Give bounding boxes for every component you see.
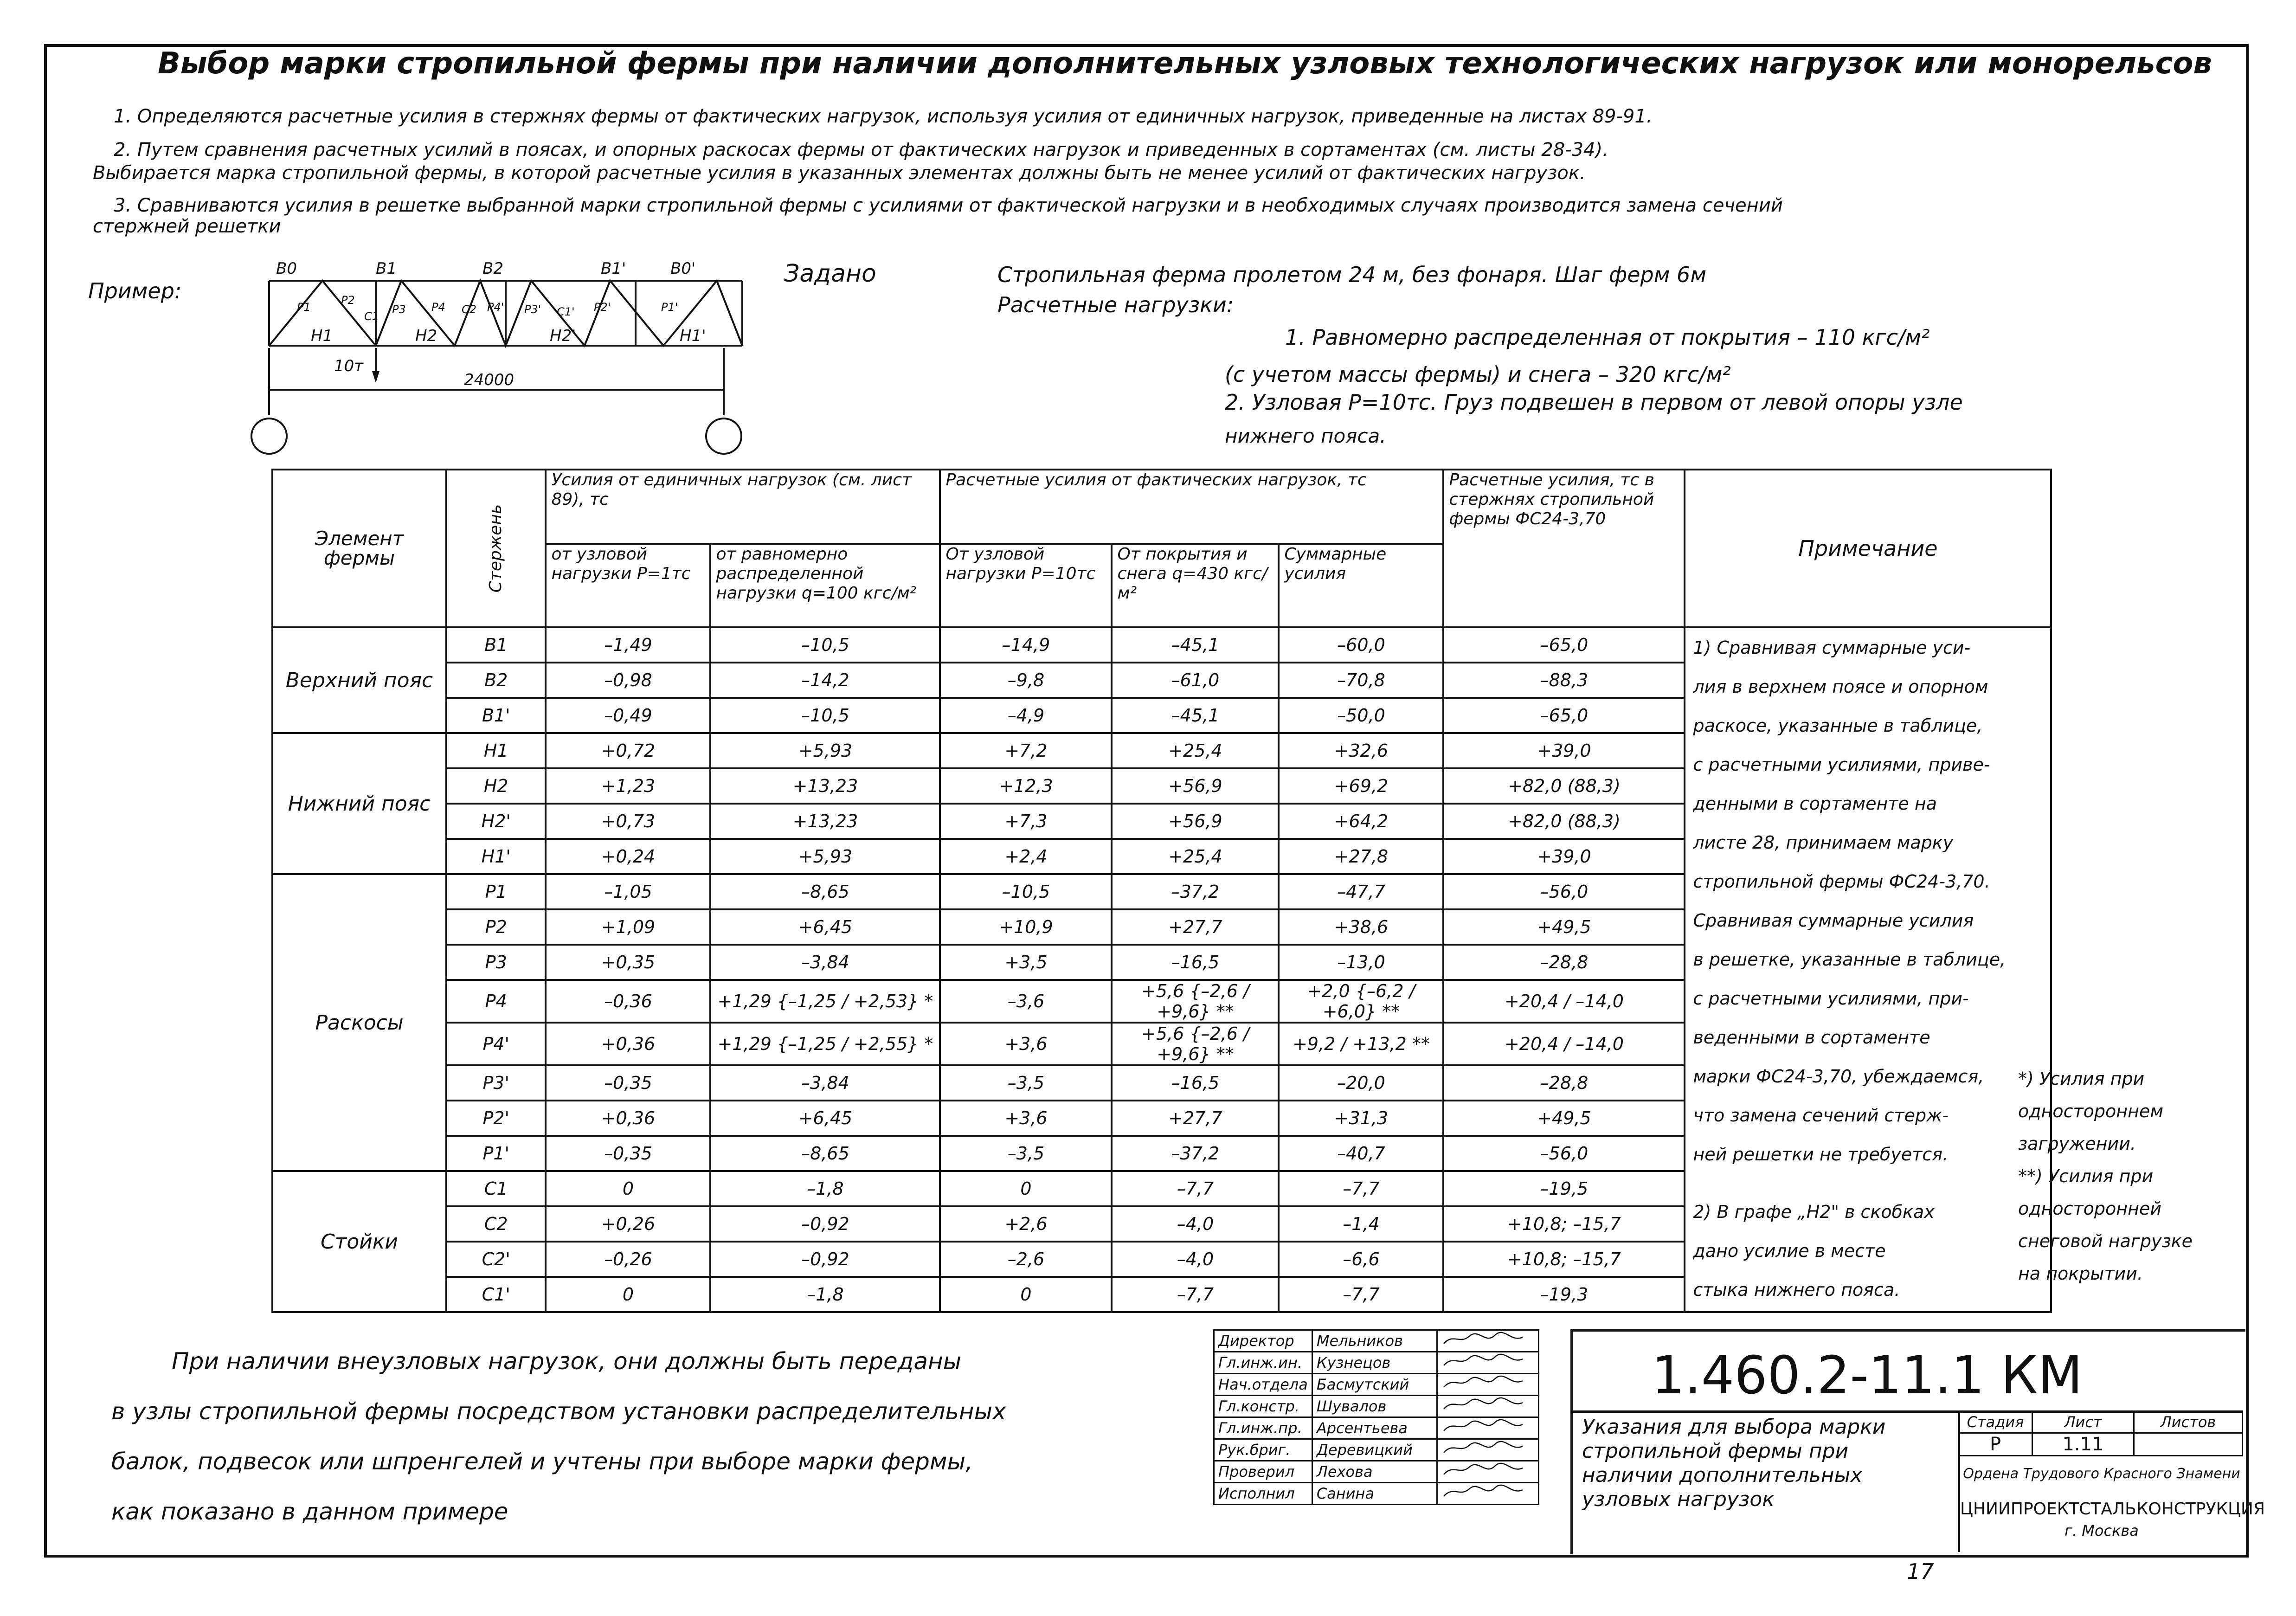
unit-node-cell: –0,98 xyxy=(546,663,710,698)
bar-cell: H2 xyxy=(446,768,546,804)
unit-node-cell: +0,72 xyxy=(546,733,710,768)
fact-node-cell: –4,9 xyxy=(940,698,1112,733)
signature-icon xyxy=(1441,1418,1525,1435)
fact-sum-cell: –1,4 xyxy=(1279,1206,1443,1242)
fact-node-cell: –14,9 xyxy=(940,627,1112,663)
fact-cover-cell: +56,9 xyxy=(1112,768,1279,804)
node-label: B0' xyxy=(670,259,696,278)
design-cell: +10,8; –15,7 xyxy=(1443,1242,1685,1277)
note-line: ней решетки не требуется. xyxy=(1693,1144,1949,1165)
unit-node-cell: +0,35 xyxy=(546,945,710,980)
node-label: B1 xyxy=(376,259,397,278)
design-cell: +82,0 (88,3) xyxy=(1443,768,1685,804)
sheet-label: Лист xyxy=(2032,1411,2134,1433)
fact-node-cell: +12,3 xyxy=(940,768,1112,804)
design-cell: –65,0 xyxy=(1443,698,1685,733)
stamp-name: Лехова xyxy=(1312,1461,1437,1483)
intro-line: 2. Путем сравнения расчетных усилий в поясах, и опорных раскосах фермы от фактических нагрузок и приведенных в сортаментах (см. листы 28-34). xyxy=(114,139,1608,161)
fact-sum-cell: –60,0 xyxy=(1279,627,1443,663)
signature-cell xyxy=(1437,1417,1538,1439)
side-notes xyxy=(2018,1062,2193,1290)
load-label: 10т xyxy=(334,357,364,375)
fact-node-cell: +7,3 xyxy=(940,804,1112,839)
unit-node-cell: –0,35 xyxy=(546,1065,710,1101)
header-fact-sum: Суммарные усилия xyxy=(1279,544,1443,627)
fact-sum-cell: +9,2 / +13,2 ** xyxy=(1279,1023,1443,1065)
bar-cell: P4 xyxy=(446,980,546,1023)
stamp-row xyxy=(1214,1439,1539,1461)
member-label: P1 xyxy=(297,301,311,314)
intro-line: 3. Сравниваются усилия в решетке выбранной марки стропильной фермы с усилиями от фактической нагрузки и в необходимых случаях производится замена сечений xyxy=(114,195,1783,216)
unit-dist-cell: +1,29 {–1,25 / +2,53} * xyxy=(710,980,940,1023)
side-note-line: на покрытии. xyxy=(2018,1263,2143,1284)
unit-dist-cell: +5,93 xyxy=(710,733,940,768)
chord-label: H1 xyxy=(311,327,333,345)
design-cell: –56,0 xyxy=(1443,874,1685,909)
unit-dist-cell: –1,8 xyxy=(710,1277,940,1312)
header-fact-group: Расчетные усилия от фактических нагрузок, тс xyxy=(940,470,1443,544)
fact-cover-cell: +5,6 {–2,6 / +9,6} ** xyxy=(1112,1023,1279,1065)
fact-node-cell: +3,6 xyxy=(940,1023,1112,1065)
sheet-value: 1.11 xyxy=(2032,1433,2134,1456)
fact-node-cell: +3,5 xyxy=(940,945,1112,980)
example-label: Пример: xyxy=(88,278,182,303)
unit-dist-cell: +5,93 xyxy=(710,839,940,874)
member-label: P1' xyxy=(661,301,678,314)
note-line: листе 28, принимаем марку xyxy=(1693,832,1954,853)
group-name: Стойки xyxy=(272,1171,446,1312)
fact-sum-cell: –7,7 xyxy=(1279,1171,1443,1206)
fact-cover-cell: –16,5 xyxy=(1112,945,1279,980)
fact-node-cell: +2,6 xyxy=(940,1206,1112,1242)
intro-line: стержней решетки xyxy=(93,216,281,237)
stage-table xyxy=(1958,1410,2243,1456)
unit-node-cell: +1,23 xyxy=(546,768,710,804)
design-cell: +20,4 / –14,0 xyxy=(1443,1023,1685,1065)
member-label: P3' xyxy=(524,303,541,316)
unit-dist-cell: –8,65 xyxy=(710,1136,940,1171)
note-line: стропильной фермы ФС24-3,70. xyxy=(1693,871,1990,892)
truss-diagram xyxy=(241,255,770,459)
fact-sum-cell: –50,0 xyxy=(1279,698,1443,733)
fact-cover-cell: –7,7 xyxy=(1112,1277,1279,1312)
design-cell: –56,0 xyxy=(1443,1136,1685,1171)
fact-sum-cell: +64,2 xyxy=(1279,804,1443,839)
example-line: 1. Равномерно распределенная от покрытия – 110 кгс/м² xyxy=(1285,325,1930,350)
bottom-line: в узлы стропильной фермы посредством установки распределительных xyxy=(111,1398,1006,1425)
unit-dist-cell: +13,23 xyxy=(710,768,940,804)
unit-node-cell: +0,73 xyxy=(546,804,710,839)
table-row xyxy=(272,627,2051,663)
table-body xyxy=(272,627,2051,1312)
group-name: Верхний пояс xyxy=(272,627,446,733)
note-line: дано усилие в месте xyxy=(1693,1241,1886,1261)
unit-node-cell: +0,24 xyxy=(546,839,710,874)
signature-icon xyxy=(1441,1461,1525,1478)
fact-sum-cell: +69,2 xyxy=(1279,768,1443,804)
unit-dist-cell: +1,29 {–1,25 / +2,55} * xyxy=(710,1023,940,1065)
bar-cell: H1 xyxy=(446,733,546,768)
note-line: веденными в сортаменте xyxy=(1693,1027,1930,1048)
header-unit-node: от узловой нагрузки P=1тс xyxy=(546,544,710,627)
design-cell: –19,5 xyxy=(1443,1171,1685,1206)
unit-node-cell: 0 xyxy=(546,1171,710,1206)
note-cell xyxy=(1685,627,2051,1312)
design-cell: +82,0 (88,3) xyxy=(1443,804,1685,839)
stamp-name: Шувалов xyxy=(1312,1396,1437,1417)
unit-node-cell: +0,26 xyxy=(546,1206,710,1242)
bar-cell: B1' xyxy=(446,698,546,733)
forces-table xyxy=(271,469,2052,1313)
bottom-line: балок, подвесок или шпренгелей и учтены при выборе марки фермы, xyxy=(111,1448,973,1475)
stamp-role: Гл.инж.ин. xyxy=(1214,1352,1312,1374)
stamp-role: Нач.отдела xyxy=(1214,1374,1312,1396)
org-line1: Ордена Трудового Красного Знамени xyxy=(1963,1466,2240,1482)
unit-node-cell: 0 xyxy=(546,1277,710,1312)
unit-node-cell: +1,09 xyxy=(546,909,710,945)
header-unit-group: Усилия от единичных нагрузок (см. лист 89), тс xyxy=(546,470,940,544)
header-bar: Стержень xyxy=(486,504,506,593)
header-fact-node: От узловой нагрузки P=10тс xyxy=(940,544,1112,627)
stamp-role: Гл.инж.пр. xyxy=(1214,1417,1312,1439)
note-line: денными в сортаменте на xyxy=(1693,793,1937,814)
member-label: P4' xyxy=(487,301,504,314)
chord-label: H1' xyxy=(680,327,706,345)
stamp-role: Гл.констр. xyxy=(1214,1396,1312,1417)
fact-sum-cell: –40,7 xyxy=(1279,1136,1443,1171)
header-element: Элемент фермы xyxy=(272,470,446,627)
design-cell: –88,3 xyxy=(1443,663,1685,698)
member-label: C1 xyxy=(364,310,379,323)
signature-cell xyxy=(1437,1330,1538,1352)
stamp-name: Деревицкий xyxy=(1312,1439,1437,1461)
fact-sum-cell: –6,6 xyxy=(1279,1242,1443,1277)
node-label: B2 xyxy=(482,259,503,278)
group-name: Раскосы xyxy=(272,874,446,1171)
design-cell: –19,3 xyxy=(1443,1277,1685,1312)
stamp-role: Рук.бриг. xyxy=(1214,1439,1312,1461)
design-cell: +49,5 xyxy=(1443,1101,1685,1136)
header-note: Примечание xyxy=(1685,470,2051,627)
fact-node-cell: +2,4 xyxy=(940,839,1112,874)
unit-dist-cell: +6,45 xyxy=(710,909,940,945)
group-name: Нижний пояс xyxy=(272,733,446,874)
page-title: Выбор марки стропильной фермы при наличии дополнительных узловых технологических нагрузок или монорельсов xyxy=(158,46,2212,81)
fact-node-cell: –10,5 xyxy=(940,874,1112,909)
stamp-row xyxy=(1214,1417,1539,1439)
note-line: 1) Сравнивая суммарные уси- xyxy=(1693,637,1971,658)
chord-label: H2' xyxy=(550,327,576,345)
design-cell: –28,8 xyxy=(1443,945,1685,980)
fact-sum-cell: +2,0 {–6,2 / +6,0} ** xyxy=(1279,980,1443,1023)
bar-cell: P1' xyxy=(446,1136,546,1171)
bar-cell: C1 xyxy=(446,1171,546,1206)
intro-line: 1. Определяются расчетные усилия в стержнях фермы от фактических нагрузок, используя усилия от единичных нагрузок, приведенные на листах 89-91. xyxy=(114,106,1653,127)
note-line: что замена сечений стерж- xyxy=(1693,1105,1949,1126)
signature-icon xyxy=(1441,1483,1525,1500)
fact-node-cell: –3,6 xyxy=(940,980,1112,1023)
side-note-line: односторонней xyxy=(2018,1198,2162,1219)
design-cell: +39,0 xyxy=(1443,839,1685,874)
unit-node-cell: –0,26 xyxy=(546,1242,710,1277)
node-label: B1' xyxy=(601,259,626,278)
side-note-line: загружении. xyxy=(2018,1133,2136,1154)
signature-icon xyxy=(1441,1374,1525,1391)
design-cell: +20,4 / –14,0 xyxy=(1443,980,1685,1023)
stamp-row xyxy=(1214,1330,1539,1352)
member-label: C1' xyxy=(557,305,575,318)
stage-label: Стадия xyxy=(1959,1411,2032,1433)
unit-node-cell: +0,36 xyxy=(546,1101,710,1136)
fact-node-cell: +7,2 xyxy=(940,733,1112,768)
fact-sum-cell: –20,0 xyxy=(1279,1065,1443,1101)
stamp-role: Проверил xyxy=(1214,1461,1312,1483)
unit-dist-cell: –0,92 xyxy=(710,1242,940,1277)
signature-cell xyxy=(1437,1439,1538,1461)
bar-cell: H1' xyxy=(446,839,546,874)
fact-cover-cell: +27,7 xyxy=(1112,1101,1279,1136)
fact-sum-cell: +31,3 xyxy=(1279,1101,1443,1136)
side-note-line: *) Усилия при xyxy=(2018,1069,2145,1089)
bar-cell: C2' xyxy=(446,1242,546,1277)
example-line: Стропильная ферма пролетом 24 м, без фонаря. Шаг ферм 6м xyxy=(997,262,1707,287)
unit-dist-cell: –1,8 xyxy=(710,1171,940,1206)
fact-node-cell: –2,6 xyxy=(940,1242,1112,1277)
note-line: 2) В графе „H2" в скобках xyxy=(1693,1202,1935,1222)
design-cell: +49,5 xyxy=(1443,909,1685,945)
fact-sum-cell: –47,7 xyxy=(1279,874,1443,909)
fact-sum-cell: –70,8 xyxy=(1279,663,1443,698)
note-line: стыка нижнего пояса. xyxy=(1693,1280,1900,1300)
header-design: Расчетные усилия, тс в стержнях стропильной фермы ФС24-3,70 xyxy=(1443,470,1685,627)
signature-cell xyxy=(1437,1374,1538,1396)
org-city: г. Москва xyxy=(2064,1522,2139,1539)
fact-node-cell: –3,5 xyxy=(940,1136,1112,1171)
signature-cell xyxy=(1437,1483,1538,1505)
signature-icon xyxy=(1441,1396,1525,1413)
bar-cell: H2' xyxy=(446,804,546,839)
note-line: Сравнивая суммарные усилия xyxy=(1693,910,1974,931)
unit-dist-cell: –3,84 xyxy=(710,945,940,980)
fact-cover-cell: –37,2 xyxy=(1112,1136,1279,1171)
side-note-line: одностороннем xyxy=(2018,1101,2163,1121)
fact-node-cell: +10,9 xyxy=(940,909,1112,945)
example-line: 2. Узловая P=10тс. Груз подвешен в первом от левой опоры узле xyxy=(1225,390,1963,415)
fact-sum-cell: +38,6 xyxy=(1279,909,1443,945)
bottom-line: При наличии внеузловых нагрузок, они должны быть переданы xyxy=(172,1348,962,1375)
note-line: лия в верхнем поясе и опорном xyxy=(1693,676,1988,697)
note-line: с расчетными усилиями, приве- xyxy=(1693,754,1990,775)
unit-node-cell: –1,49 xyxy=(546,627,710,663)
fact-cover-cell: –45,1 xyxy=(1112,698,1279,733)
signature-icon xyxy=(1441,1331,1525,1347)
stamp-row xyxy=(1214,1352,1539,1374)
fact-node-cell: –9,8 xyxy=(940,663,1112,698)
fact-cover-cell: +25,4 xyxy=(1112,839,1279,874)
fact-cover-cell: +27,7 xyxy=(1112,909,1279,945)
signature-cell xyxy=(1437,1396,1538,1417)
fact-node-cell: –3,5 xyxy=(940,1065,1112,1101)
bar-cell: P2 xyxy=(446,909,546,945)
fact-cover-cell: +56,9 xyxy=(1112,804,1279,839)
unit-node-cell: –1,05 xyxy=(546,874,710,909)
design-cell: +39,0 xyxy=(1443,733,1685,768)
bar-cell: P3' xyxy=(446,1065,546,1101)
signature-cell xyxy=(1437,1352,1538,1374)
doc-title: Указания для выбора марки стропильной фермы при наличии дополнительных узловых нагрузок xyxy=(1582,1415,1886,1511)
fact-cover-cell: –45,1 xyxy=(1112,627,1279,663)
stamp-role: Директор xyxy=(1214,1330,1312,1352)
bar-cell: B1 xyxy=(446,627,546,663)
fact-cover-cell: –7,7 xyxy=(1112,1171,1279,1206)
member-label: P3 xyxy=(392,303,406,316)
fact-cover-cell: –37,2 xyxy=(1112,874,1279,909)
unit-node-cell: –0,49 xyxy=(546,698,710,733)
note-line: раскосе, указанные в таблице, xyxy=(1693,715,1983,736)
stage-value: Р xyxy=(1959,1433,2032,1456)
fact-cover-cell: –61,0 xyxy=(1112,663,1279,698)
design-cell: +10,8; –15,7 xyxy=(1443,1206,1685,1242)
given-label: Задано xyxy=(784,260,876,288)
bar-cell: P4' xyxy=(446,1023,546,1065)
stamp-name: Арсентьева xyxy=(1312,1417,1437,1439)
stamp-row xyxy=(1214,1374,1539,1396)
example-line: (с учетом массы фермы) и снега – 320 кгс/м² xyxy=(1225,362,1731,387)
node-label: B0 xyxy=(276,259,297,278)
unit-node-cell: –0,36 xyxy=(546,980,710,1023)
signature-icon xyxy=(1441,1440,1525,1456)
note-line: в решетке, указанные в таблице, xyxy=(1693,949,2006,970)
unit-dist-cell: –14,2 xyxy=(710,663,940,698)
fact-cover-cell: –16,5 xyxy=(1112,1065,1279,1101)
signature-cell xyxy=(1437,1461,1538,1483)
fact-sum-cell: –7,7 xyxy=(1279,1277,1443,1312)
side-note-line: снеговой нагрузке xyxy=(2018,1231,2193,1251)
member-label: C2 xyxy=(462,303,477,316)
chord-label: H2 xyxy=(415,327,437,345)
bar-cell: C1' xyxy=(446,1277,546,1312)
sheets-label: Листов xyxy=(2134,1411,2243,1433)
bar-cell: P2' xyxy=(446,1101,546,1136)
member-label: P4 xyxy=(431,301,445,314)
fact-sum-cell: –13,0 xyxy=(1279,945,1443,980)
unit-dist-cell: –8,65 xyxy=(710,874,940,909)
bar-cell: C2 xyxy=(446,1206,546,1242)
note-line: с расчетными усилиями, при- xyxy=(1693,988,1969,1009)
design-cell: –65,0 xyxy=(1443,627,1685,663)
fact-cover-cell: –4,0 xyxy=(1112,1242,1279,1277)
header-fact-cover: От покрытия и снега q=430 кгс/м² xyxy=(1112,544,1279,627)
unit-dist-cell: –0,92 xyxy=(710,1206,940,1242)
stamp-name: Басмутский xyxy=(1312,1374,1437,1396)
member-label: P2' xyxy=(594,301,611,314)
stamp-name: Санина xyxy=(1312,1483,1437,1505)
unit-dist-cell: –10,5 xyxy=(710,627,940,663)
stamp-name: Мельников xyxy=(1312,1330,1437,1352)
stamp-row xyxy=(1214,1461,1539,1483)
stamp-row xyxy=(1214,1396,1539,1417)
unit-dist-cell: +13,23 xyxy=(710,804,940,839)
fact-cover-cell: –4,0 xyxy=(1112,1206,1279,1242)
unit-dist-cell: –3,84 xyxy=(710,1065,940,1101)
example-line: нижнего пояса. xyxy=(1225,425,1386,447)
stamp-name: Кузнецов xyxy=(1312,1352,1437,1374)
side-note-line: **) Усилия при xyxy=(2018,1166,2154,1186)
bottom-line: как показано в данном примере xyxy=(111,1498,508,1525)
bar-cell: P1 xyxy=(446,874,546,909)
unit-node-cell: –0,35 xyxy=(546,1136,710,1171)
header-unit-dist: от равномерно распределенной нагрузки q=100 кгс/м² xyxy=(710,544,940,627)
doc-code: 1.460.2-11.1 КМ xyxy=(1652,1346,2083,1406)
stamp-role: Исполнил xyxy=(1214,1483,1312,1505)
fact-cover-cell: +5,6 {–2,6 / +9,6} ** xyxy=(1112,980,1279,1023)
fact-node-cell: +3,6 xyxy=(940,1101,1112,1136)
load-arrow-icon xyxy=(372,371,379,383)
bar-cell: P3 xyxy=(446,945,546,980)
stamp-row xyxy=(1214,1483,1539,1505)
page-number: 17 xyxy=(1907,1559,1934,1584)
unit-node-cell: +0,36 xyxy=(546,1023,710,1065)
bar-cell: B2 xyxy=(446,663,546,698)
note-line: марки ФС24-3,70, убеждаемся, xyxy=(1693,1066,1984,1087)
fact-node-cell: 0 xyxy=(940,1277,1112,1312)
intro-line: Выбирается марка стропильной фермы, в которой расчетные усилия в указанных элементах должны быть не менее усилий от фактических нагрузок. xyxy=(93,162,1586,184)
fact-sum-cell: +32,6 xyxy=(1279,733,1443,768)
unit-dist-cell: +6,45 xyxy=(710,1101,940,1136)
fact-sum-cell: +27,8 xyxy=(1279,839,1443,874)
org-name: ЦНИИПРОЕКТСТАЛЬКОНСТРУКЦИЯ xyxy=(1960,1500,2265,1519)
design-cell: –28,8 xyxy=(1443,1065,1685,1101)
member-label: P2 xyxy=(341,294,355,307)
fact-cover-cell: +25,4 xyxy=(1112,733,1279,768)
bottom-text xyxy=(111,1336,1006,1537)
example-line: Расчетные нагрузки: xyxy=(997,292,1234,317)
stamp-roles xyxy=(1213,1329,1539,1505)
fact-node-cell: 0 xyxy=(940,1171,1112,1206)
unit-dist-cell: –10,5 xyxy=(710,698,940,733)
span-label: 24000 xyxy=(464,371,515,389)
signature-icon xyxy=(1441,1352,1525,1369)
